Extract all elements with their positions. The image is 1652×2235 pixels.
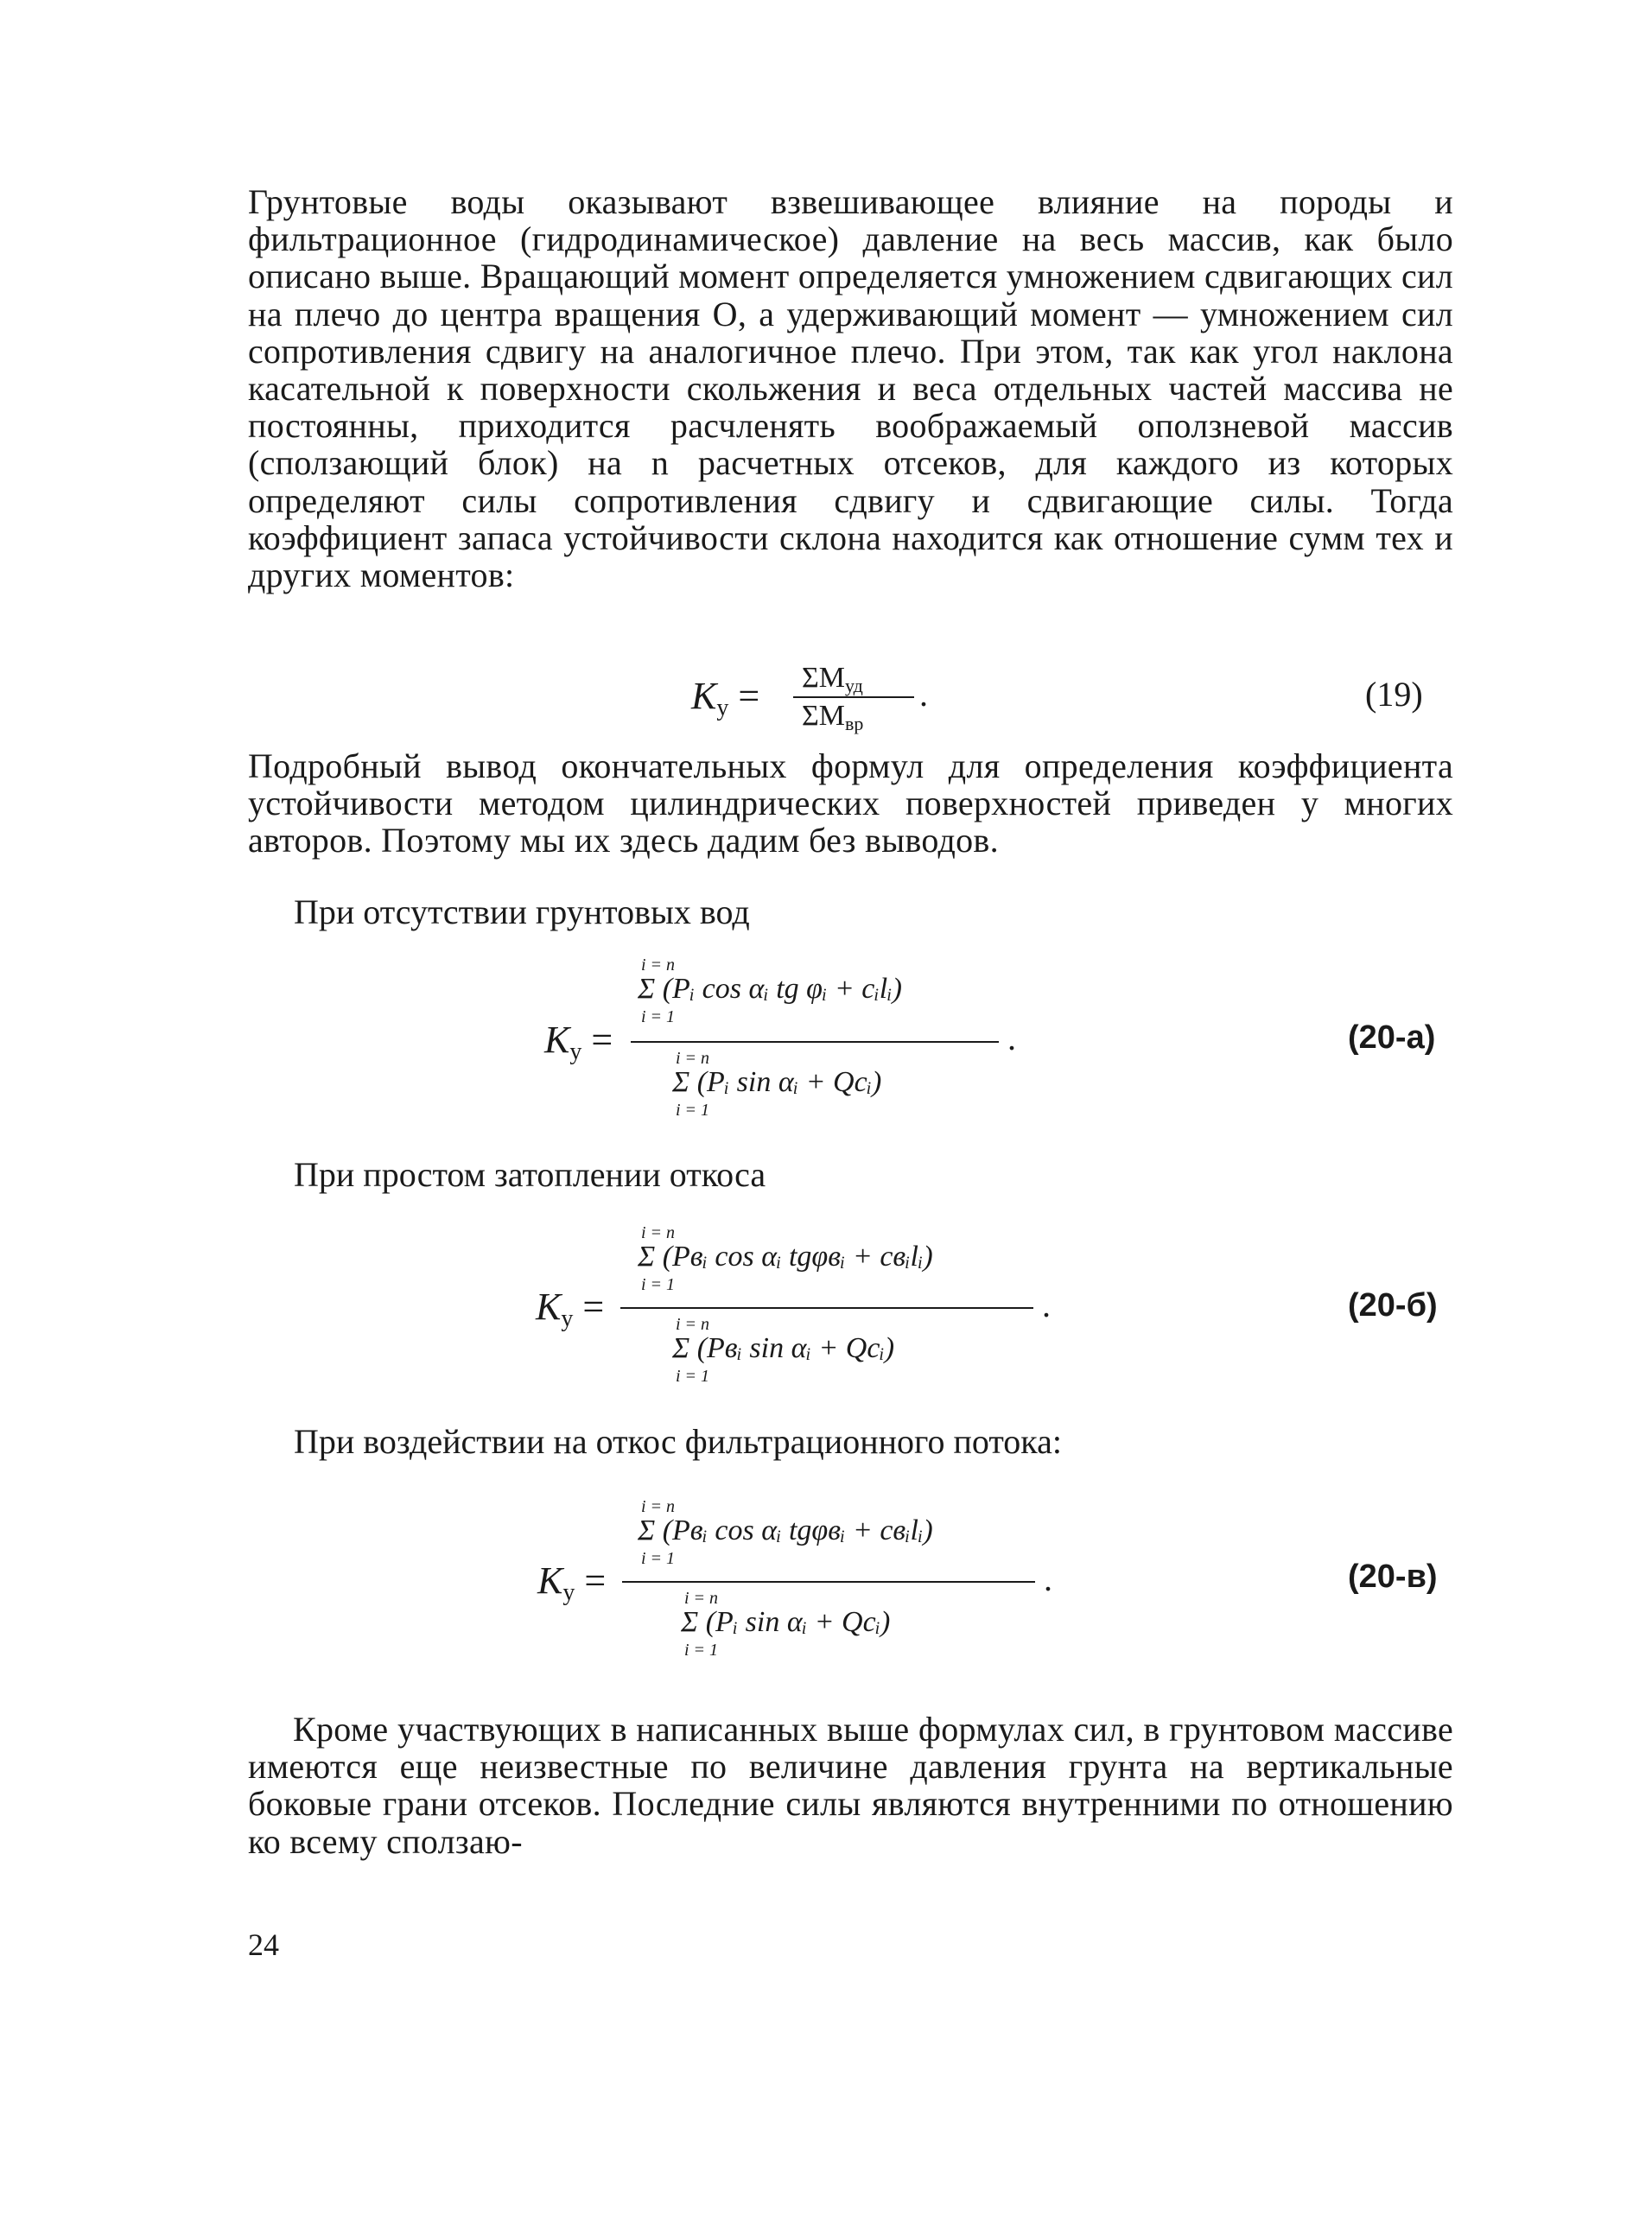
equation-20b-denominator: Σ (Pвᵢ sin αᵢ + Qсᵢ) [672,1332,895,1364]
equation-19-lhs: $K_у$ = [691,675,760,721]
equation-19-numerator: $\Sigma M_{уд}$ [802,662,863,696]
equation-19-fraction-bar [793,696,914,698]
equation-20a-lhs: $K_у$ = [544,1019,613,1065]
paragraph-ground-water: Грунтовые воды оказывают взвешивающее влияние на породы и фильтрационное (гидродинамическое) давление на весь массив, как было описано выше. Вращающий момент определяется умножением сдвигающих сил на плечо до центра вращения O, а удерживающий момент — умножением сил сопротивления сдвигу на аналогичное плечо. При этом, так как угол наклона касательной к поверхности скольжения и веса отдельных частей массива не постоянны, приходится расчленять воображаемый оползневой массив (сползающий блок) на n расчетных отсеков, для каждого из которых определяют силы сопротивления сдвигу и сдвигающие силы. Тогда коэффициент запаса устойчивости склона находится как отношение сумм тех и других моментов: [248,182,1453,595]
equation-20b-numerator: Σ (Pвᵢ cos αᵢ tgφвᵢ + cвᵢlᵢ) [638,1241,933,1273]
intro-filtration-flow: При воздействии на откос фильтрационного потока: [294,1422,1062,1461]
equation-20b-lhs: $K_у$ = [536,1286,605,1332]
equation-20a-numerator: Σ (Pᵢ cos αᵢ tg φᵢ + cᵢlᵢ) [638,973,902,1005]
equation-20b-number: (20-б) [1348,1287,1438,1324]
equation-19-number: (19) [1365,675,1423,714]
intro-no-ground-water: При отсутствии грунтовых вод [294,892,750,931]
equation-19-denominator: $\Sigma M_{вр}$ [802,700,864,734]
equation-20b-fraction-bar [620,1307,1033,1309]
document-page: Грунтовые воды оказывают взвешивающее влияние на породы и фильтрационное (гидродинамическое) давление на весь массив, как было описано выше. Вращающий момент определяется умножением сдвигающих сил на плечо до центра вращения O, а удерживающий момент — умножением сил сопротивления сдвигу на аналогичное плечо. При этом, так как угол наклона касательной к поверхности скольжения и веса отдельных частей массива не постоянны, приходится расчленять воображаемый оползневой массив (сползающий блок) на n расчетных отсеков, для каждого из которых определяют силы сопротивления сдвигу и сдвигающие силы. Тогда коэффициент запаса устойчивости склона находится как отношение сумм тех и других моментов: $K_у$ = $\Sigma M_{уд}$ $\Sigma M_{вр}$ . (19) Подробный вывод окончательных формул для определения коэффициента устойчивости методом цилиндрических поверхностей приведен у многих авторов. Поэтому мы их здесь дадим без выводов. При отсутствии грунтовых вод i = n Σ (Pᵢ cos αᵢ tg φᵢ + cᵢlᵢ) i = 1 $K_у$ = i = n Σ (Pᵢ sin αᵢ + Qсᵢ) i = 1 . (20-а) При простом затоплении откоса i = n Σ (Pвᵢ cos αᵢ tgφвᵢ + cвᵢlᵢ) i = 1 $K_у$ = i = n Σ (Pвᵢ sin αᵢ + Qсᵢ) i = 1 . (20-б) При воздействии на откос фильтрационного потока: i = n Σ (Pвᵢ cos αᵢ tgφвᵢ + cвᵢlᵢ) i = 1 $K_у$ = i = n Σ (Pᵢ sin αᵢ + Qсᵢ) i = 1 . (20-в) Кроме участвующих в написанных выше формулах сил, в грунтовом массиве имеются еще неизвестные по величине давления грунта на вертикальные боковые грани отсеков. Последние силы являются внутренними по отношению ко всему сползаю- 24 [248,182,1453,1962]
equation-20a-denominator: Σ (Pᵢ sin αᵢ + Qсᵢ) [672,1066,882,1098]
page-number: 24 [248,1927,279,1962]
equation-20v-lhs: $K_у$ = [537,1559,607,1606]
equation-20a-number: (20-а) [1348,1019,1436,1056]
paragraph-derivation-note: Подробный вывод окончательных формул для определения коэффициента устойчивости методом цилиндрических поверхностей приведен у многих авторов. Поэтому мы их здесь дадим без выводов. [248,746,1453,860]
equation-20a-fraction-bar [631,1041,999,1043]
equation-20v-fraction-bar [622,1581,1035,1583]
paragraph-lateral-pressure: Кроме участвующих в написанных выше формулах сил, в грунтовом массиве имеются еще неизвестные по величине давления грунта на вертикальные боковые грани отсеков. Последние силы являются внутренними по отношению ко всему сползаю- [248,1710,1453,1861]
equation-20v-numerator: Σ (Pвᵢ cos αᵢ tgφвᵢ + cвᵢlᵢ) [638,1514,933,1546]
equation-20v-denominator: Σ (Pᵢ sin αᵢ + Qсᵢ) [681,1606,891,1638]
intro-simple-flooding: При простом затоплении откоса [294,1155,766,1194]
equation-20v-number: (20-в) [1348,1559,1438,1595]
